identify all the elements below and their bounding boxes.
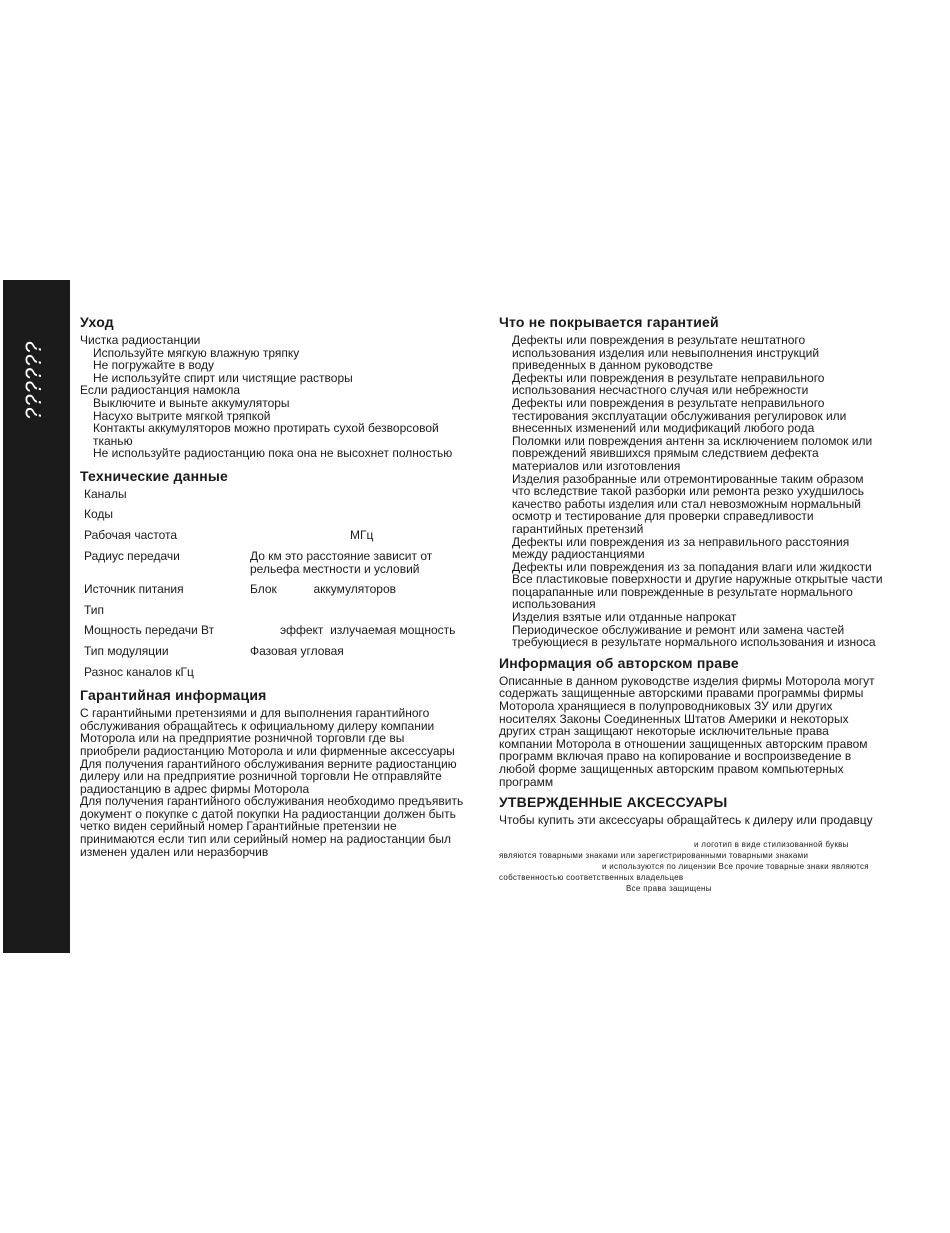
tech-key: Рабочая частота xyxy=(84,527,178,542)
tech-row xyxy=(80,488,465,501)
tech-value: эффект излучаемая мощность xyxy=(250,623,456,638)
legal-notice xyxy=(499,839,884,894)
tech-key: Тип xyxy=(84,603,105,618)
not-covered-item: Дефекты или повреждения в результате нештатного использования изделия или невыполнения инструкций приведенных в данном руководстве xyxy=(512,333,820,373)
tech-key: Источник питания xyxy=(84,582,184,597)
warranty-title: Гарантийная информация xyxy=(80,687,267,704)
wet-item: Выключите и выньте аккумуляторы xyxy=(93,395,290,410)
right-column xyxy=(499,312,884,894)
not-covered-item: Изделия разобранные или отремонтированные таким образом что вследствие такой разборки или ремонта резко ухудшилось качество работы изделия или стал невозможным нормальный осмотр и тестирование для проверки справедливости гарантийных претензий xyxy=(512,471,865,536)
left-column xyxy=(80,312,465,858)
tech-value: До км это расстояние зависит от рельефа местности и условий xyxy=(250,548,433,576)
tech-value xyxy=(250,508,465,521)
accessories-title: УТВЕРЖДЕННЫЕ АКСЕССУАРЫ xyxy=(499,794,728,811)
legal-line: собственностью соответственных владельцев xyxy=(499,872,684,882)
tech-row xyxy=(80,508,465,521)
tech-row xyxy=(80,583,465,596)
legal-line: являются товарными знаками или зарегистрированными товарными знаками xyxy=(499,850,809,860)
tech-row xyxy=(80,624,465,637)
not-covered-item: Дефекты или повреждения из за неправильного расстояния между радиостанциями xyxy=(512,534,850,562)
accessories-text: Чтобы купить эти аксессуары обращайтесь к дилеру или продавцу xyxy=(499,813,873,828)
copyright-title: Информация об авторском праве xyxy=(499,654,739,671)
sidebar-label: ?????? xyxy=(21,340,46,420)
wet-item: Насухо вытрите мягкой тряпкой xyxy=(93,408,271,423)
tech-key: Тип модуляции xyxy=(84,644,169,659)
not-covered-item: Дефекты или повреждения в результате неправильного тестирования эксплуатации обслуживания регулировок или внесенных изменений или модификаций любого рода xyxy=(512,395,847,436)
copyright-text: Описанные в данном руководстве изделия фирмы Моторола могут содержать защищенные авторскими правами программы фирмы Моторола хранящиеся в полупроводниковых ЗУ или других носителях Законы Соединенных Штатов Америки и некоторых других стран защищают некоторые исключительные права компании Моторола в отношении защищенных авторским правом программ включая право на копирование и воспроизведение в любой форме защищенных авторским правом компьютерных программ xyxy=(499,673,875,789)
tech-key: Разнос каналов кГц xyxy=(84,665,194,680)
tech-row xyxy=(80,666,465,679)
warranty-paragraph: Для получения гарантийного обслуживания необходимо предъявить документ о покупке с датой покупки На радиостанции должен быть четко виден серийный номер Гарантийные претензии не принимаются если тип или серийный номер на радиостанции был изменен удален или неразборчив xyxy=(80,794,464,859)
tech-value xyxy=(250,488,465,501)
wet-item: Контакты аккумуляторов можно протирать сухой безворсовой тканью xyxy=(93,421,439,448)
cleaning-item: Используйте мягкую влажную тряпку xyxy=(93,345,300,360)
not-covered-item: Дефекты или повреждения из за попадания влаги или жидкости xyxy=(512,559,872,574)
tech-value: Фазовая угловая xyxy=(250,644,344,659)
legal-line: и логотип в виде стилизованной буквы xyxy=(694,839,849,849)
tech-key: Каналы xyxy=(84,486,127,501)
not-covered-item: Изделия взятые или отданные напрокат xyxy=(512,610,737,625)
tech-row xyxy=(80,550,465,575)
legal-line: Все права защищены xyxy=(626,883,712,893)
not-covered-item: Все пластиковые поверхности и другие наружные открытые части поцарапанные или поврежденные в результате нормального использования xyxy=(512,572,883,612)
legal-line: и используются по лицензии Все прочие товарные знаки являются xyxy=(602,861,869,871)
tech-row xyxy=(80,645,465,658)
not-covered-item: Поломки или повреждения антенн за исключением поломок или повреждений явившихся прямым следствием дефекта материалов или изготовления xyxy=(512,433,873,473)
tech-row xyxy=(80,604,465,617)
warranty-paragraph: С гарантийными претензиями и для выполнения гарантийного обслуживания обращайтесь к официальному дилеру компании Моторола или на предприятие розничной торговли где вы приобрели радиостанцию Моторола и или фирменные аксессуары xyxy=(80,706,455,758)
cleaning-title: Чистка радиостанции xyxy=(80,333,201,347)
cleaning-item: Не погружайте в воду xyxy=(93,358,215,373)
tech-value: МГц xyxy=(250,527,374,542)
care-title: Уход xyxy=(80,314,114,330)
tech-value xyxy=(250,666,465,679)
wet-item: Не используйте радиостанцию пока она не высохнет полностью xyxy=(93,446,453,461)
tech-row xyxy=(80,529,465,542)
tech-key: Радиус передачи xyxy=(84,548,180,563)
tech-title: Технические данные xyxy=(80,467,229,484)
tech-value: Блок аккумуляторов xyxy=(250,582,397,597)
warranty-paragraph: Для получения гарантийного обслуживания верните радиостанцию дилеру или на предприятие розничной торговли Не отправляйте радиостанцию в адрес фирмы Моторола xyxy=(80,756,457,796)
not-covered-item: Периодическое обслуживание и ремонт или замена частей требующиеся в результате нормального использования и износа xyxy=(512,622,876,650)
tech-value xyxy=(250,604,465,617)
cleaning-item: Не используйте спирт или чистящие растворы xyxy=(93,370,353,385)
tech-key: Коды xyxy=(84,506,114,521)
tech-key: Мощность передачи Вт xyxy=(84,623,215,638)
not-covered-item: Дефекты или повреждения в результате неправильного использования несчастного случая или небрежности xyxy=(512,370,825,398)
wet-title: Если радиостанция намокла xyxy=(80,383,240,398)
not-covered-title: Что не покрывается гарантией xyxy=(499,314,719,330)
